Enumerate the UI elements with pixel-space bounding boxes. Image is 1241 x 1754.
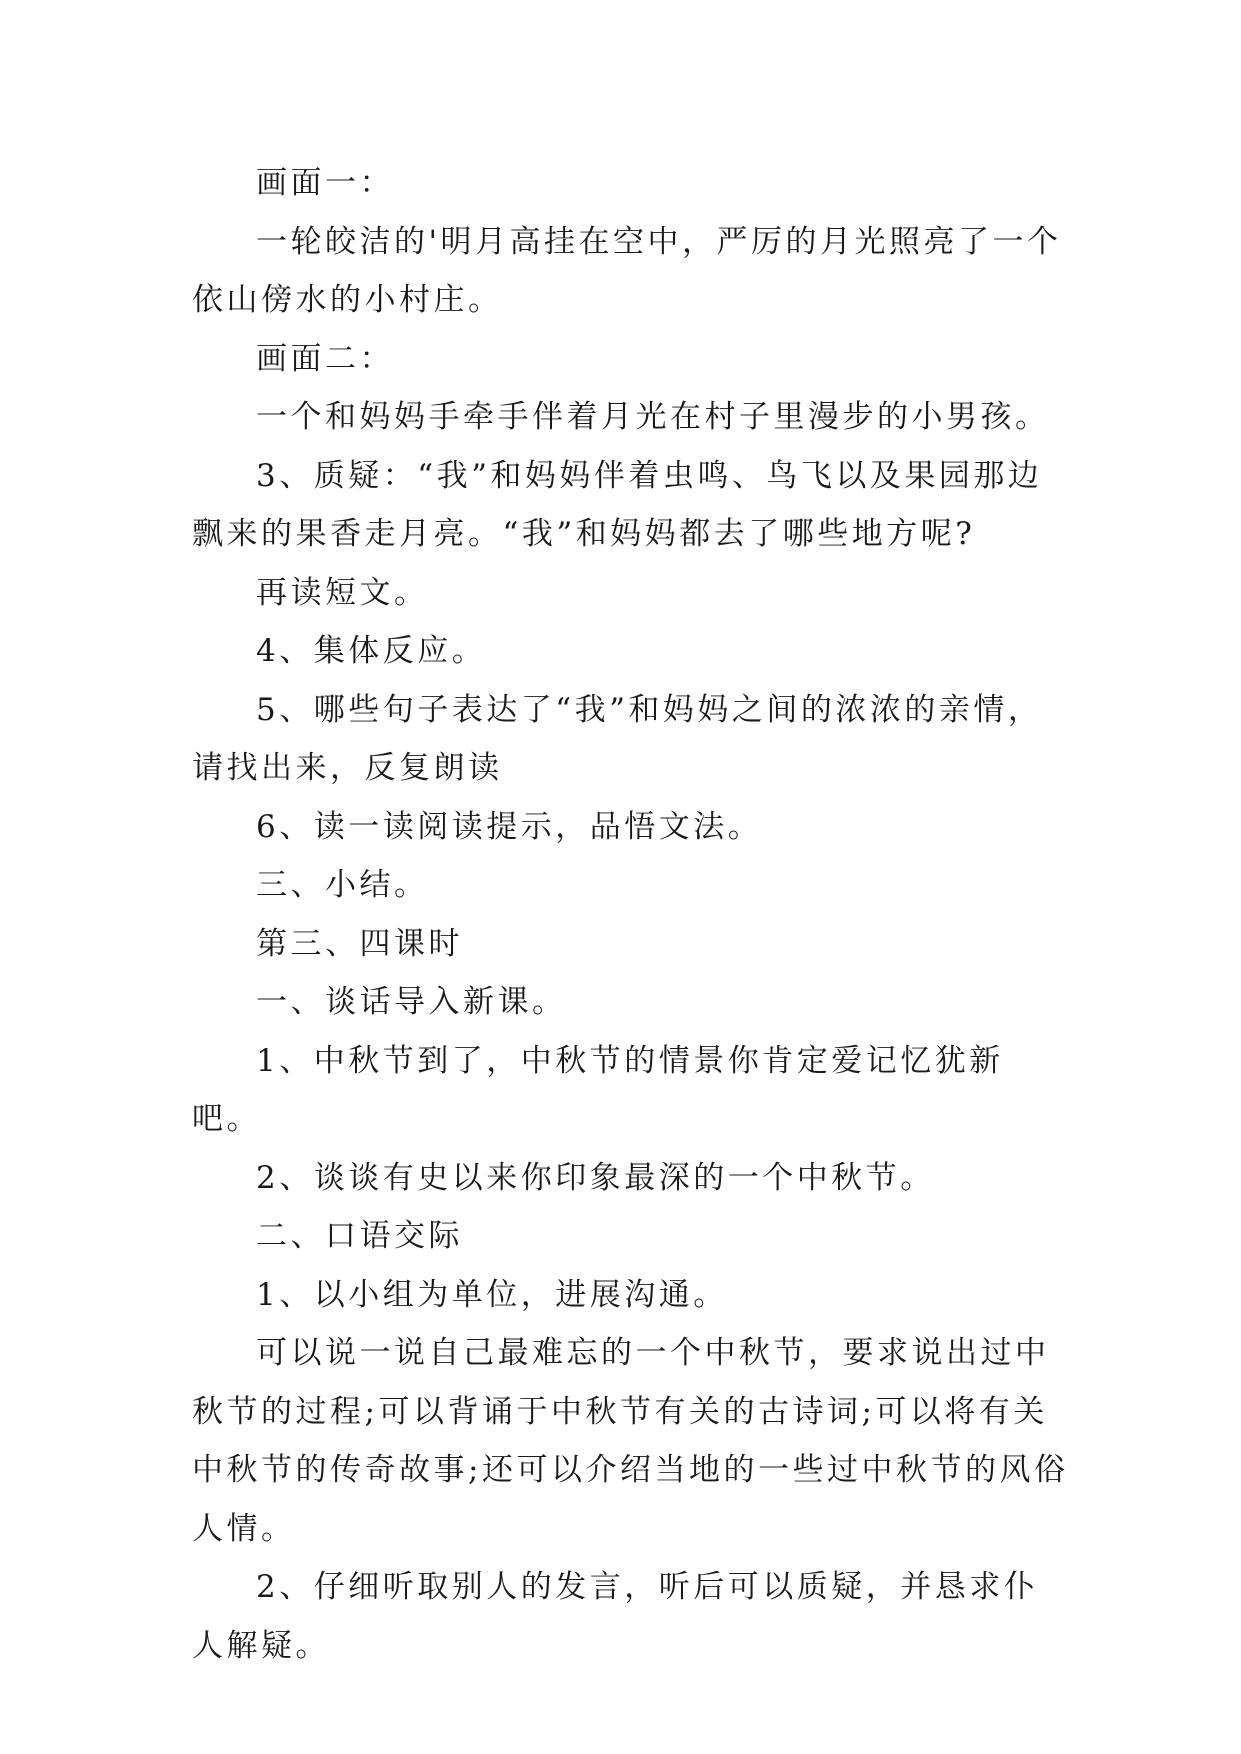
paragraph-find-sentences: 5、哪些句子表达了“我”和妈妈之间的浓浓的亲情，请找出来，反复朗读 — [192, 691, 1043, 786]
paragraph-reading-tips: 6、读一读阅读提示，品悟文法。 — [256, 808, 763, 845]
paragraph-scene-two-text: 一个和妈妈手牵手伴着月光在村子里漫步的小男孩。 — [256, 399, 1050, 435]
paragraph-listen-carefully: 2、仔细听取别人的发言，听后可以质疑，并恳求仆人解疑。 — [192, 1569, 1039, 1664]
paragraph-heading-scene-one: 画面一： — [256, 165, 394, 201]
paragraph-intro: 一、谈话导入新课。 — [256, 984, 567, 1020]
paragraph-question: 3、质疑：“我”和妈妈伴着虫鸣、鸟飞以及果园那边飘来的果香走月亮。“我”和妈妈都去了哪些地方呢? — [192, 457, 1043, 552]
document-body — [192, 154, 1072, 1675]
paragraph-heading-scene-two: 画面二： — [256, 340, 394, 377]
paragraph-reread: 再读短文。 — [256, 574, 429, 611]
paragraph-lesson-heading: 第三、四课时 — [256, 925, 463, 962]
paragraph-scene-one-text: 一轮皎洁的'明月高挂在空中，严厉的月光照亮了一个依山傍水的小村庄。 — [192, 223, 1062, 318]
paragraph-talk-options: 可以说一说自己最难忘的一个中秋节，要求说出过中秋节的过程;可以背诵于中秋节有关的古诗词;可以将有关中秋节的传奇故事;还可以介绍当地的一些过中秋节的风俗人情。 — [192, 1335, 1069, 1547]
paragraph-summary: 三、小结。 — [256, 867, 429, 903]
paragraph-most-memorable: 2、谈谈有史以来你印象最深的一个中秋节。 — [256, 1159, 935, 1196]
paragraph-feedback: 4、集体反应。 — [256, 633, 487, 669]
paragraph-mid-autumn-arrived: 1、中秋节到了，中秋节的情景你肯定爱记忆犹新吧。 — [192, 1042, 1004, 1137]
paragraph-group-communication: 1、以小组为单位，进展沟通。 — [256, 1276, 728, 1313]
paragraph-oral-communication: 二、口语交际 — [256, 1218, 463, 1254]
